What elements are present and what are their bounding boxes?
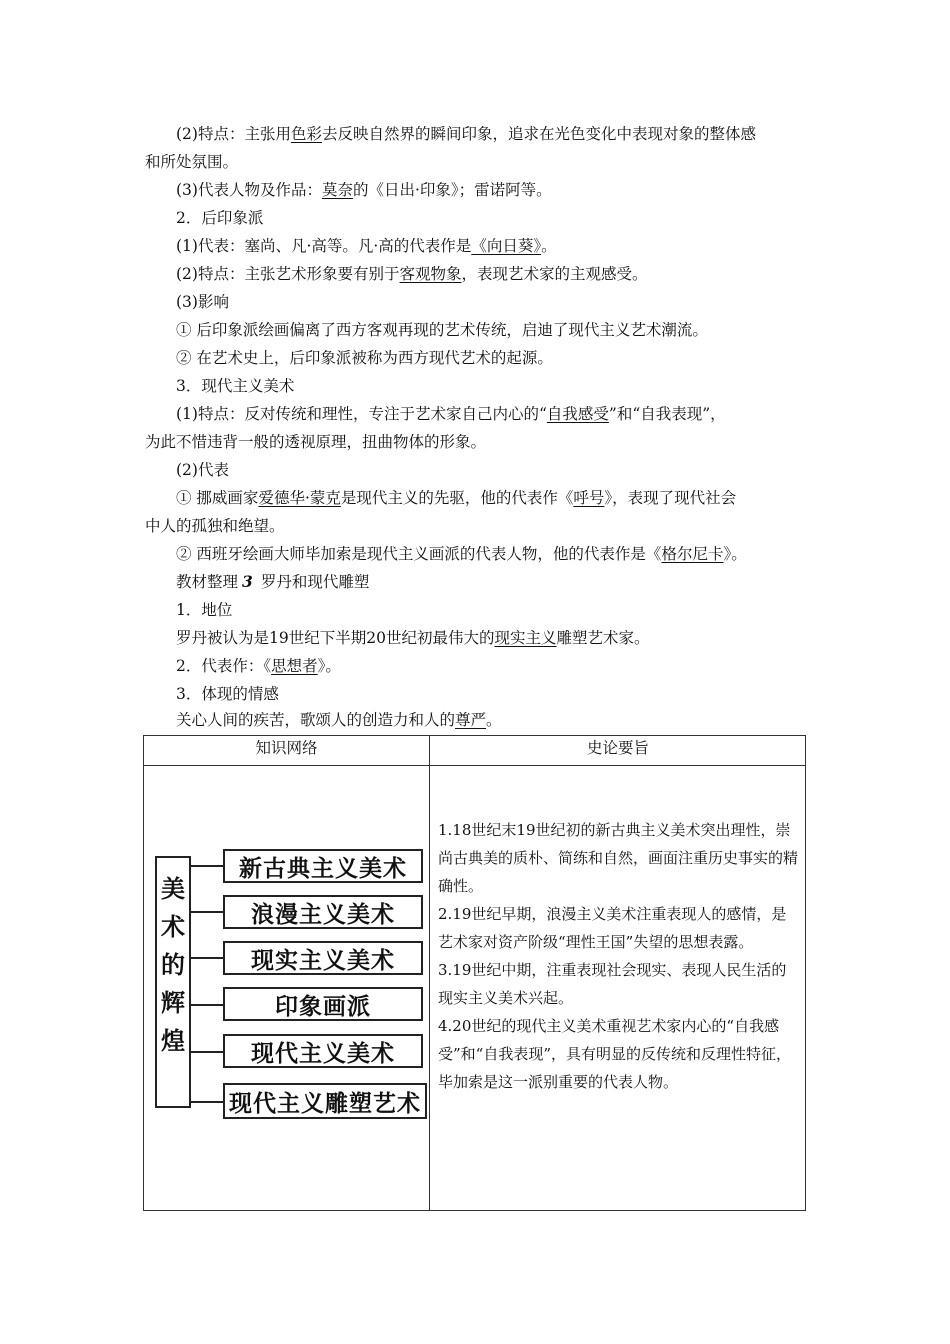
post-impressionism-features: (2)特点：主张艺术形象要有别于客观物象，表现艺术家的主观感受。 bbox=[176, 265, 648, 283]
branch-box-romanticism: 浪漫主义美术 bbox=[223, 895, 423, 929]
modernism-rep-1-cont: 中人的孤独和绝望。 bbox=[145, 517, 285, 535]
impressionism-features-cont: 和所处氛围。 bbox=[145, 153, 239, 171]
root-char: 辉 bbox=[161, 988, 185, 1017]
rodin-h1: 1．地位 bbox=[176, 601, 233, 619]
summary-point-4: 4.20世纪的现代主义美术重视艺术家内心的“自我感受”和“自我表现”，具有明显的反传统和反理性特征，毕加索是这一派别重要的代表人物。 bbox=[438, 1017, 792, 1091]
rodin-emotion: 关心人间的疾苦，歌颂人的创造力和人的尊严。 bbox=[176, 711, 502, 729]
table-header-knowledge: 知识网络 bbox=[255, 739, 318, 757]
branch-box-neoclassical: 新古典主义美术 bbox=[223, 849, 423, 883]
root-char: 煌 bbox=[161, 1026, 185, 1055]
connector bbox=[191, 911, 223, 913]
connector bbox=[191, 957, 223, 959]
post-impressionism-influence-2: ② 在艺术史上，后印象派被称为西方现代艺术的起源。 bbox=[176, 349, 553, 367]
rodin-section-title: 教材整理 3 罗丹和现代雕塑 bbox=[176, 572, 370, 591]
connector bbox=[191, 865, 223, 867]
table-header-divider bbox=[144, 765, 805, 766]
post-impressionism-influence: (3)影响 bbox=[176, 293, 229, 311]
root-char: 美 bbox=[161, 874, 185, 903]
modernism-features-cont: 为此不惜违背一般的透视原理，扭曲物体的形象。 bbox=[145, 433, 487, 451]
branch-box-realism: 现实主义美术 bbox=[223, 941, 423, 975]
branch-box-impressionism: 印象画派 bbox=[223, 987, 423, 1021]
impressionism-features: (2)特点：主张用色彩去反映自然界的瞬间印象，追求在光色变化中表现对象的整体感 bbox=[176, 125, 756, 143]
modernism-rep-2: ② 西班牙绘画大师毕加索是现代主义画派的代表人物，他的代表作是《格尔尼卡》。 bbox=[176, 545, 747, 563]
impressionism-works: (3)代表人物及作品：莫奈的《日出·印象》；雷诺阿等。 bbox=[176, 181, 552, 199]
modernism-heading: 3．现代主义美术 bbox=[176, 377, 295, 395]
modernism-rep-heading: (2)代表 bbox=[176, 461, 229, 479]
summary-points bbox=[438, 816, 798, 1096]
table-header-summary: 史论要旨 bbox=[586, 739, 649, 757]
summary-point-2: 2.19世纪早期，浪漫主义美术注重表现人的感情，是艺术家对资产阶级“理性王国”失望的思想表露。 bbox=[438, 905, 787, 951]
modernism-features: (1)特点：反对传统和理性，专注于艺术家自己内心的“自我感受”和“自我表现”， bbox=[176, 405, 726, 423]
root-box bbox=[155, 856, 191, 1108]
modernism-rep-1: ① 挪威画家爱德华·蒙克是现代主义的先驱，他的代表作《呼号》，表现了现代社会 bbox=[176, 489, 737, 507]
post-impressionism-rep: (1)代表：塞尚、凡·高等。凡·高的代表作是《向日葵》。 bbox=[176, 237, 557, 255]
connector bbox=[191, 1004, 223, 1006]
summary-table bbox=[143, 735, 806, 1211]
root-char: 术 bbox=[161, 912, 185, 941]
connector bbox=[191, 1051, 223, 1053]
table-column-divider bbox=[429, 736, 430, 1210]
connector bbox=[191, 1101, 223, 1103]
summary-point-1: 1.18世纪末19世纪初的新古典主义美术突出理性，崇尚古典美的质朴、简练和自然，画面注重历史事实的精确性。 bbox=[438, 821, 799, 895]
post-impressionism-heading: 2．后印象派 bbox=[176, 209, 264, 227]
summary-point-3: 3.19世纪中期，注重表现社会现实、表现人民生活的现实主义美术兴起。 bbox=[438, 961, 787, 1007]
root-char: 的 bbox=[161, 950, 185, 979]
branch-box-modernism: 现代主义美术 bbox=[223, 1034, 423, 1068]
branch-box-modern-sculpture: 现代主义雕塑艺术 bbox=[223, 1083, 427, 1119]
post-impressionism-influence-1: ① 后印象派绘画偏离了西方客观再现的艺术传统，启迪了现代主义艺术潮流。 bbox=[176, 321, 708, 339]
rodin-h2: 2．代表作：《思想者》。 bbox=[176, 657, 341, 675]
rodin-h3: 3．体现的情感 bbox=[176, 685, 279, 703]
rodin-status: 罗丹被认为是19世纪下半期20世纪初最伟大的现实主义雕塑艺术家。 bbox=[176, 629, 650, 647]
